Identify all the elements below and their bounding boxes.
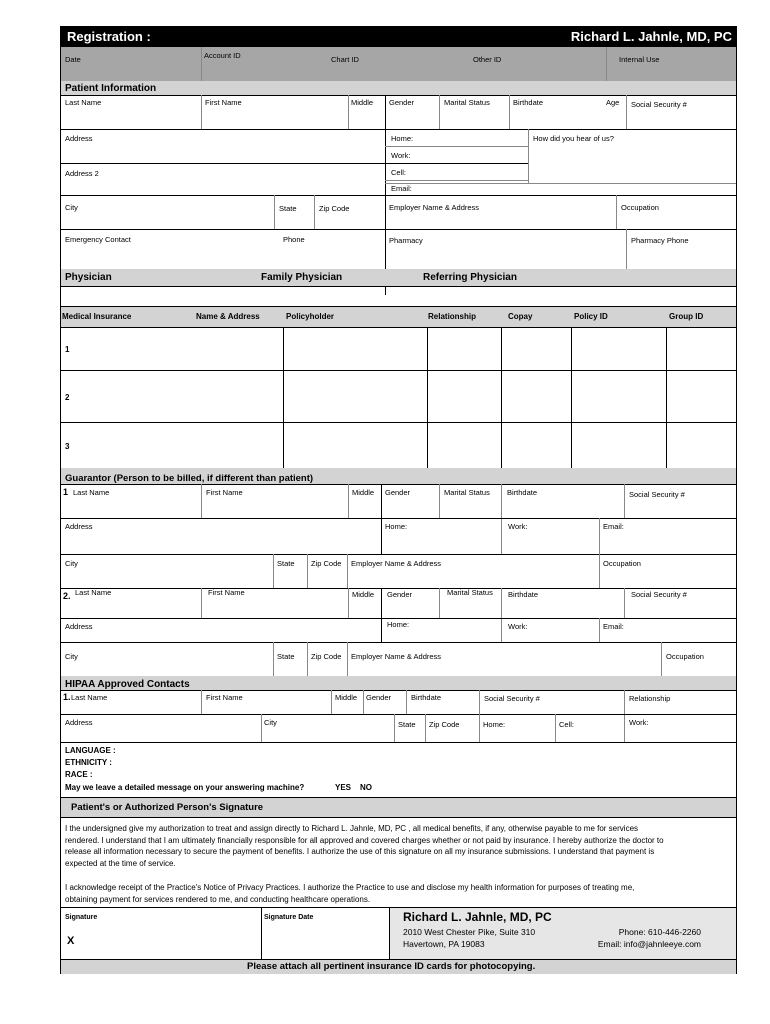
footer-email: Email: info@jahnleeye.com bbox=[597, 939, 701, 949]
hipaa-state[interactable]: State bbox=[398, 720, 416, 729]
footer-street: 2010 West Chester Pike, Suite 310 bbox=[403, 927, 536, 937]
patient-heard-about-us[interactable]: How did you hear of us? bbox=[533, 134, 614, 143]
ins-header-group-id: Group ID bbox=[669, 312, 704, 321]
guarantor-2-state[interactable]: State bbox=[277, 652, 295, 661]
patient-middle[interactable]: Middle bbox=[351, 98, 374, 107]
patient-gender[interactable]: Gender bbox=[389, 98, 415, 107]
patient-cell-phone[interactable]: Cell: bbox=[391, 168, 407, 177]
signature-label: Signature bbox=[65, 914, 98, 921]
guarantor-1-first-name[interactable]: First Name bbox=[206, 488, 243, 497]
family-physician: Family Physician bbox=[261, 272, 343, 283]
guarantor-1-zip[interactable]: Zip Code bbox=[311, 559, 342, 568]
guarantor-1-state[interactable]: State bbox=[277, 559, 295, 568]
guarantor-2-occupation[interactable]: Occupation bbox=[666, 652, 704, 661]
ins-header-name-address: Name & Address bbox=[196, 312, 260, 321]
patient-employer[interactable]: Employer Name & Address bbox=[389, 203, 480, 212]
account-id-field[interactable]: Account ID bbox=[204, 51, 241, 60]
patient-info-title: Patient Information bbox=[65, 83, 157, 94]
guarantor-1-birthdate[interactable]: Birthdate bbox=[507, 488, 538, 497]
other-id-field[interactable]: Other ID bbox=[473, 55, 502, 64]
ins-header-copay: Copay bbox=[508, 312, 533, 321]
patient-home-phone[interactable]: Home: bbox=[391, 134, 414, 143]
guarantor-title: Guarantor (Person to be billed, if different than patient) bbox=[65, 473, 314, 484]
guarantor-2-birthdate[interactable]: Birthdate bbox=[508, 590, 539, 599]
registration-form bbox=[60, 26, 737, 974]
authorization-paragraph: I the undersigned give my authorization to treat and assign directly to Richard L. Jahnle, MD, PC , all medical benefits, if any, otherwise payable to me for services rendered. I understand that I am ultimately financially responsible for all approved and covered charges whether or not paid by insurance. I hereby authorize the doctor to release all information necessary to secure the payment of benefits. I authorize the use of this signature on all my insurance submissions. I understand that payment is expected at the time of service. bbox=[65, 824, 664, 868]
hipaa-home[interactable]: Home: bbox=[483, 720, 506, 729]
message-question: May we leave a detailed message on your answering machine? bbox=[65, 783, 305, 792]
date-field[interactable]: Date bbox=[65, 55, 81, 64]
ethnicity-field[interactable]: ETHNICITY : bbox=[65, 758, 112, 767]
guarantor-2-home[interactable]: Home: bbox=[387, 620, 410, 629]
guarantor-2-marital-status[interactable]: Marital Status bbox=[447, 588, 493, 597]
guarantor-1-occupation[interactable]: Occupation bbox=[603, 559, 641, 568]
privacy-paragraph: I acknowledge receipt of the Practice's Notice of Privacy Practices. I authorize the Practice to use and disclose my health information for purposes of treating me, obtaining payment for services rendered to me, and conducting healthcare operations. bbox=[65, 883, 635, 904]
guarantor-2-work[interactable]: Work: bbox=[508, 622, 528, 631]
guarantor-2-employer[interactable]: Employer Name & Address bbox=[351, 652, 442, 661]
guarantor-1-gender[interactable]: Gender bbox=[385, 488, 411, 497]
ins-header-policyholder: Policyholder bbox=[286, 312, 335, 321]
patient-address-2[interactable]: Address 2 bbox=[65, 169, 99, 178]
physician-title: Physician bbox=[65, 272, 112, 283]
guarantor-1-employer[interactable]: Employer Name & Address bbox=[351, 559, 442, 568]
patient-work-phone[interactable]: Work: bbox=[391, 151, 411, 160]
guarantor-2-number: 2. bbox=[63, 591, 71, 601]
internal-use-field[interactable]: Internal Use bbox=[619, 55, 660, 64]
form-title: Registration : bbox=[67, 29, 151, 44]
patient-last-name[interactable]: Last Name bbox=[65, 98, 102, 107]
patient-ssn[interactable]: Social Security # bbox=[631, 100, 687, 109]
guarantor-1-ssn[interactable]: Social Security # bbox=[629, 490, 685, 499]
language-field[interactable]: LANGUAGE : bbox=[65, 746, 116, 755]
doctor-name-header: Richard L. Jahnle, MD, PC bbox=[570, 29, 732, 44]
signature-title: Patient's or Authorized Person's Signature bbox=[71, 802, 264, 813]
patient-occupation[interactable]: Occupation bbox=[621, 203, 659, 212]
footer-city: Havertown, PA 19083 bbox=[403, 939, 485, 949]
guarantor-1-last-name[interactable]: Last Name bbox=[73, 488, 110, 497]
hipaa-title: HIPAA Approved Contacts bbox=[65, 679, 190, 690]
hipaa-zip[interactable]: Zip Code bbox=[429, 720, 460, 729]
hipaa-relationship[interactable]: Relationship bbox=[629, 694, 671, 703]
guarantor-1-marital-status[interactable]: Marital Status bbox=[444, 488, 490, 497]
patient-age[interactable]: Age bbox=[606, 98, 620, 107]
hipaa-ssn[interactable]: Social Security # bbox=[484, 694, 540, 703]
guarantor-2-address[interactable]: Address bbox=[65, 622, 93, 631]
message-yes[interactable]: YES bbox=[335, 783, 352, 792]
guarantor-2-middle[interactable]: Middle bbox=[352, 590, 375, 599]
guarantor-1-number: 1 bbox=[63, 487, 69, 497]
race-field[interactable]: RACE : bbox=[65, 770, 93, 779]
signature-date-label[interactable]: Signature Date bbox=[264, 914, 314, 921]
chart-id-field[interactable]: Chart ID bbox=[331, 55, 359, 64]
patient-state[interactable]: State bbox=[279, 204, 297, 213]
guarantor-2-last-name[interactable]: Last Name bbox=[75, 588, 112, 597]
guarantor-2-email[interactable]: Email: bbox=[603, 622, 624, 631]
patient-marital-status[interactable]: Marital Status bbox=[444, 98, 490, 107]
hipaa-cell[interactable]: Cell: bbox=[559, 720, 575, 729]
guarantor-1-middle[interactable]: Middle bbox=[352, 488, 375, 497]
hipaa-first-name[interactable]: First Name bbox=[206, 693, 243, 702]
pharmacy[interactable]: Pharmacy bbox=[389, 236, 423, 245]
insurance-row-3[interactable]: 3 bbox=[65, 442, 70, 451]
hipaa-work[interactable]: Work: bbox=[629, 718, 649, 727]
emergency-contact[interactable]: Emergency Contact bbox=[65, 235, 131, 244]
signature-x[interactable]: X bbox=[67, 935, 75, 947]
hipaa-1-number: 1. bbox=[63, 692, 71, 702]
hipaa-last-name[interactable]: Last Name bbox=[71, 693, 108, 702]
ins-header-medical: Medical Insurance bbox=[62, 312, 132, 321]
patient-email[interactable]: Email: bbox=[391, 184, 412, 193]
hipaa-city[interactable]: City bbox=[264, 718, 277, 727]
emergency-phone[interactable]: Phone bbox=[283, 235, 305, 244]
hipaa-address[interactable]: Address bbox=[65, 718, 93, 727]
guarantor-2-city[interactable]: City bbox=[65, 652, 78, 661]
ins-header-relationship: Relationship bbox=[428, 312, 477, 321]
hipaa-birthdate[interactable]: Birthdate bbox=[411, 693, 442, 702]
insurance-row-1[interactable]: 1 bbox=[65, 345, 70, 354]
guarantor-2-first-name[interactable]: First Name bbox=[208, 588, 245, 597]
patient-birthdate[interactable]: Birthdate bbox=[513, 98, 544, 107]
guarantor-2-zip[interactable]: Zip Code bbox=[311, 652, 342, 661]
insurance-row-2[interactable]: 2 bbox=[65, 393, 70, 402]
patient-city[interactable]: City bbox=[65, 203, 78, 212]
hipaa-middle[interactable]: Middle bbox=[335, 693, 358, 702]
guarantor-1-city[interactable]: City bbox=[65, 559, 78, 568]
patient-first-name[interactable]: First Name bbox=[205, 98, 242, 107]
patient-zip[interactable]: Zip Code bbox=[319, 204, 350, 213]
footer-doctor-name: Richard L. Jahnle, MD, PC bbox=[403, 910, 552, 924]
message-no[interactable]: NO bbox=[360, 783, 372, 792]
bottom-note: Please attach all pertinent insurance ID cards for photocopying. bbox=[247, 961, 536, 972]
guarantor-1-email[interactable]: Email: bbox=[603, 522, 624, 531]
patient-address[interactable]: Address bbox=[65, 134, 93, 143]
footer-phone: Phone: 610-446-2260 bbox=[618, 927, 701, 937]
referring-physician: Referring Physician bbox=[423, 272, 517, 283]
guarantor-1-home[interactable]: Home: bbox=[385, 522, 408, 531]
ins-header-policy-id: Policy ID bbox=[574, 312, 608, 321]
guarantor-1-address[interactable]: Address bbox=[65, 522, 93, 531]
guarantor-2-ssn[interactable]: Social Security # bbox=[631, 590, 687, 599]
guarantor-1-work[interactable]: Work: bbox=[508, 522, 528, 531]
office-use-band bbox=[61, 47, 736, 81]
hipaa-gender[interactable]: Gender bbox=[366, 693, 392, 702]
guarantor-2-gender[interactable]: Gender bbox=[387, 590, 413, 599]
pharmacy-phone[interactable]: Pharmacy Phone bbox=[631, 236, 689, 245]
